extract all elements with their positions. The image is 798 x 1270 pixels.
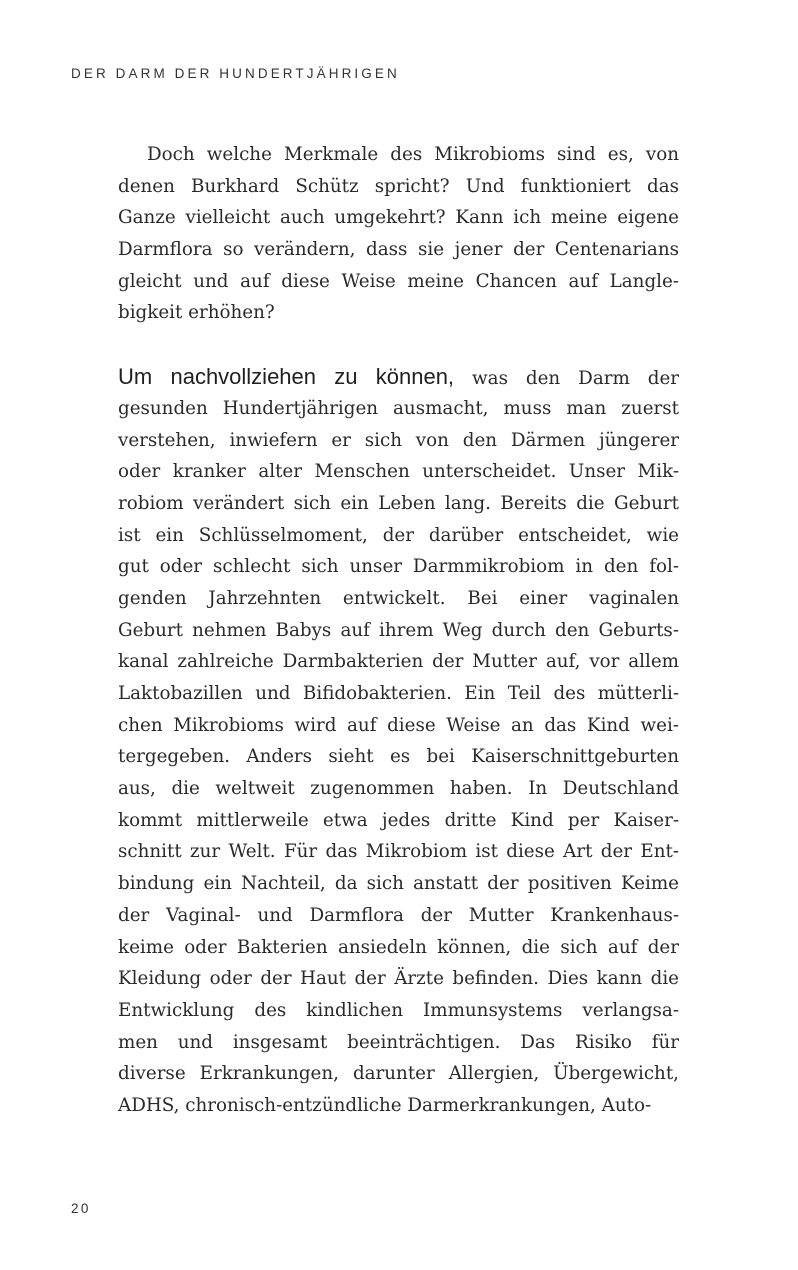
paragraph-spacer — [118, 329, 679, 361]
text-line: Darmflora so verändern, dass sie jener der Centenarians — [118, 239, 679, 261]
text-line: bigkeit erhöhen? — [118, 302, 275, 324]
text-line: aus, die weltweit zugenommen haben. In Deutschland — [118, 778, 679, 800]
text-line: robiom verändert sich ein Leben lang. Bereits die Geburt — [118, 492, 679, 514]
text-line: diverse Erkrankungen, darunter Allergien, Übergewicht, — [118, 1063, 679, 1085]
page-number: 20 — [71, 1201, 91, 1216]
text-line: genden Jahrzehnten entwickelt. Bei einer vaginalen — [118, 587, 679, 609]
text-line: tergegeben. Anders sieht es bei Kaiserschnittgeburten — [118, 746, 679, 768]
text-line: der Vaginal- und Darmflora der Mutter Krankenhaus- — [118, 904, 679, 926]
text-line: ADHS, chronisch-entzündliche Darmerkrankungen, Auto- — [118, 1094, 652, 1116]
run-in-heading: Um nachvollziehen zu können, — [118, 364, 455, 390]
text-line: keime oder Bakterien ansiedeln können, die sich auf der — [118, 936, 679, 958]
text-line: gut oder schlecht sich unser Darmmikrobiom in den fol- — [118, 556, 679, 578]
text-line: Ganze vielleicht auch umgekehrt? Kann ich meine eigene — [118, 207, 679, 229]
text-line: gesunden Hundertjährigen ausmacht, muss man zuerst — [118, 397, 679, 419]
text-line: gleicht und auf diese Weise meine Chancen auf Langle- — [118, 270, 679, 292]
body-text — [118, 139, 679, 1122]
text-line: ist ein Schlüsselmoment, der darüber entscheidet, wie — [118, 524, 679, 546]
text-line: Laktobazillen und Bifidobakterien. Ein Teil des mütterli- — [118, 683, 679, 704]
text-line: verstehen, inwiefern er sich von den Därmen jüngerer — [118, 429, 679, 451]
text-line: schnitt zur Welt. Für das Mikrobiom ist diese Art der Ent- — [118, 841, 679, 863]
text-line: Geburt nehmen Babys auf ihrem Weg durch den Geburts- — [118, 619, 679, 641]
text-line: kommt mittlerweile etwa jedes dritte Kind per Kaiser- — [118, 809, 679, 831]
text-line: kanal zahlreiche Darmbakterien der Mutter auf, vor allem — [118, 651, 679, 673]
running-header: DER DARM DER HUNDERTJÄHRIGEN — [71, 66, 400, 81]
text-line: denen Burkhard Schütz spricht? Und funktioniert das — [118, 175, 679, 197]
text-line: men und insgesamt beeinträchtigen. Das Risiko für — [118, 1031, 679, 1053]
text-line: chen Mikrobioms wird auf diese Weise an das Kind wei- — [118, 714, 679, 736]
run-in-continuation: was den Darm der — [472, 368, 680, 390]
text-line: Kleidung oder der Haut der Ärzte befinden. Dies kann die — [118, 968, 679, 990]
text-line: Doch welche Merkmale des Mikrobioms sind es, von — [147, 144, 679, 165]
text-line: Entwicklung des kindlichen Immunsystems verlangsa- — [118, 999, 679, 1021]
text-line-first — [118, 361, 679, 393]
paragraph-main — [118, 361, 679, 1122]
text-line: oder kranker alter Menschen unterscheidet. Unser Mik- — [118, 461, 679, 483]
text-line: bindung ein Nachteil, da sich anstatt der positiven Keime — [118, 873, 679, 895]
paragraph-intro — [118, 139, 679, 329]
